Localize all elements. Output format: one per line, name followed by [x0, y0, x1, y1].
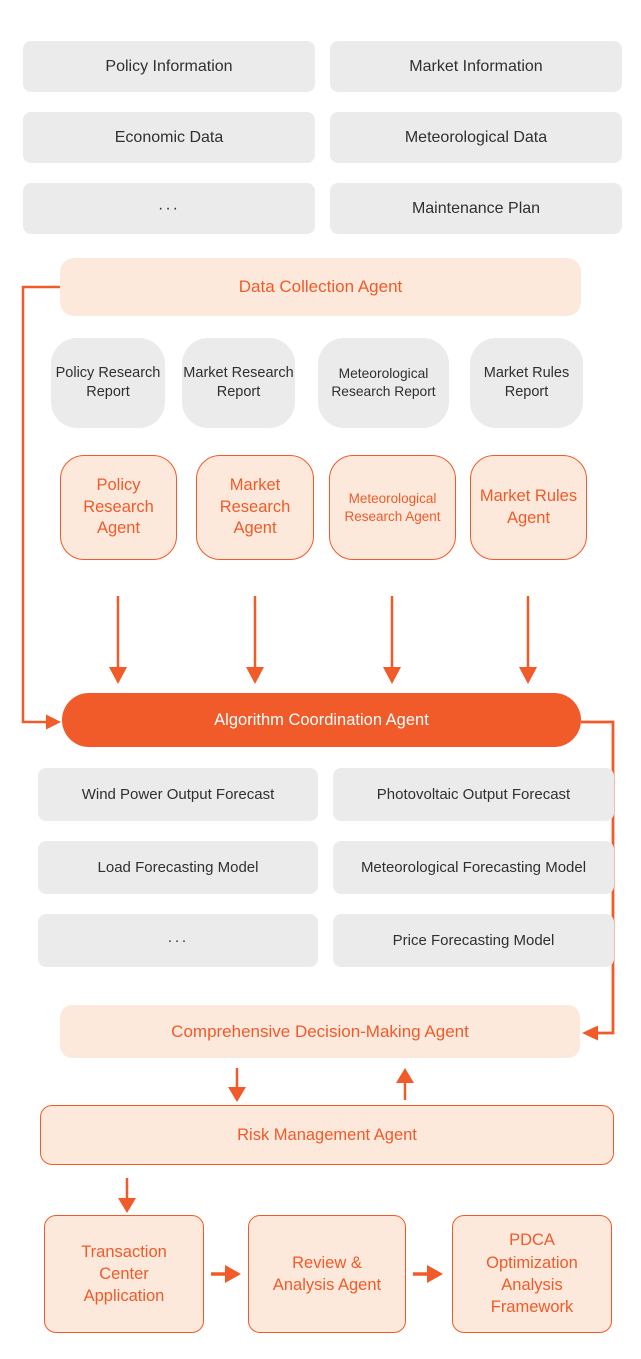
connector-left-arrowhead-icon [46, 715, 61, 730]
model-label: Load Forecasting Model [97, 859, 259, 876]
transaction-center-application-node [44, 1215, 204, 1333]
node-label: Algorithm Coordination Agent [214, 710, 429, 729]
source-label: Maintenance Plan [411, 199, 541, 217]
model-price-forecasting [333, 914, 614, 967]
node-label: Transaction Center Application [81, 1242, 167, 1306]
arrow-risk-to-transaction-icon [118, 1178, 136, 1213]
comprehensive-decision-making-agent-node [60, 1005, 580, 1058]
model-label: Photovoltaic Output Forecast [376, 786, 571, 803]
algorithm-coordination-agent-node [62, 693, 581, 747]
node-label: Risk Management Agent [237, 1125, 417, 1144]
report-policy-research [51, 338, 165, 428]
ellipsis-label: ··· [158, 199, 180, 217]
source-meteorological-data [330, 112, 622, 163]
pdca-optimization-framework-node [452, 1215, 612, 1333]
node-label: Data Collection Agent [238, 277, 403, 296]
source-ellipsis [23, 183, 315, 234]
review-analysis-agent-node [248, 1215, 406, 1333]
source-market-information [330, 41, 622, 92]
data-collection-agent-node [60, 258, 581, 316]
model-load-forecasting [38, 841, 318, 894]
arrow-policy-agent-down-icon [109, 596, 127, 684]
node-label: Meteorological Research Agent [344, 490, 441, 524]
arrow-transaction-to-review-icon [211, 1265, 241, 1283]
policy-research-agent-node [60, 455, 177, 560]
ellipsis-label: ··· [167, 932, 189, 949]
node-label: Review & Analysis Agent [272, 1253, 382, 1294]
model-meteorological-forecasting [333, 841, 614, 894]
node-label: Market Rules Agent [479, 487, 578, 527]
report-label: Meteorological Research Report [331, 365, 436, 399]
model-label: Price Forecasting Model [392, 932, 555, 949]
report-label: Policy Research Report [55, 364, 161, 400]
arrow-rules-agent-down-icon [519, 596, 537, 684]
arrow-risk-to-decision-icon [396, 1068, 414, 1100]
market-rules-agent-node [470, 455, 587, 560]
report-meteorological-research [318, 338, 449, 428]
model-label: Meteorological Forecasting Model [360, 859, 587, 876]
model-photovoltaic-forecast [333, 768, 614, 821]
arrow-market-agent-down-icon [246, 596, 264, 684]
source-policy-information [23, 41, 315, 92]
model-wind-power-forecast [38, 768, 318, 821]
model-label: Wind Power Output Forecast [81, 786, 275, 803]
node-label: PDCA Optimization Analysis Framework [486, 1231, 578, 1317]
model-ellipsis [38, 914, 318, 967]
arrow-review-to-pdca-icon [413, 1265, 443, 1283]
source-label: Meteorological Data [404, 128, 548, 146]
source-label: Policy Information [105, 57, 233, 75]
report-label: Market Research Report [183, 364, 294, 400]
connector-right-arrowhead-icon [582, 1026, 598, 1041]
report-market-rules [470, 338, 583, 428]
report-label: Market Rules Report [483, 364, 570, 400]
risk-management-agent-node [40, 1105, 614, 1165]
node-label: Policy Research Agent [83, 476, 154, 538]
meteorological-research-agent-node [329, 455, 456, 560]
node-label: Market Research Agent [219, 476, 291, 538]
report-market-research [182, 338, 295, 428]
arrow-decision-to-risk-icon [228, 1068, 246, 1102]
node-label: Comprehensive Decision-Making Agent [171, 1021, 469, 1041]
source-maintenance-plan [330, 183, 622, 234]
arrow-meteorological-agent-down-icon [383, 596, 401, 684]
source-label: Market Information [409, 57, 543, 75]
source-economic-data [23, 112, 315, 163]
source-label: Economic Data [114, 128, 224, 146]
market-research-agent-node [196, 455, 314, 560]
